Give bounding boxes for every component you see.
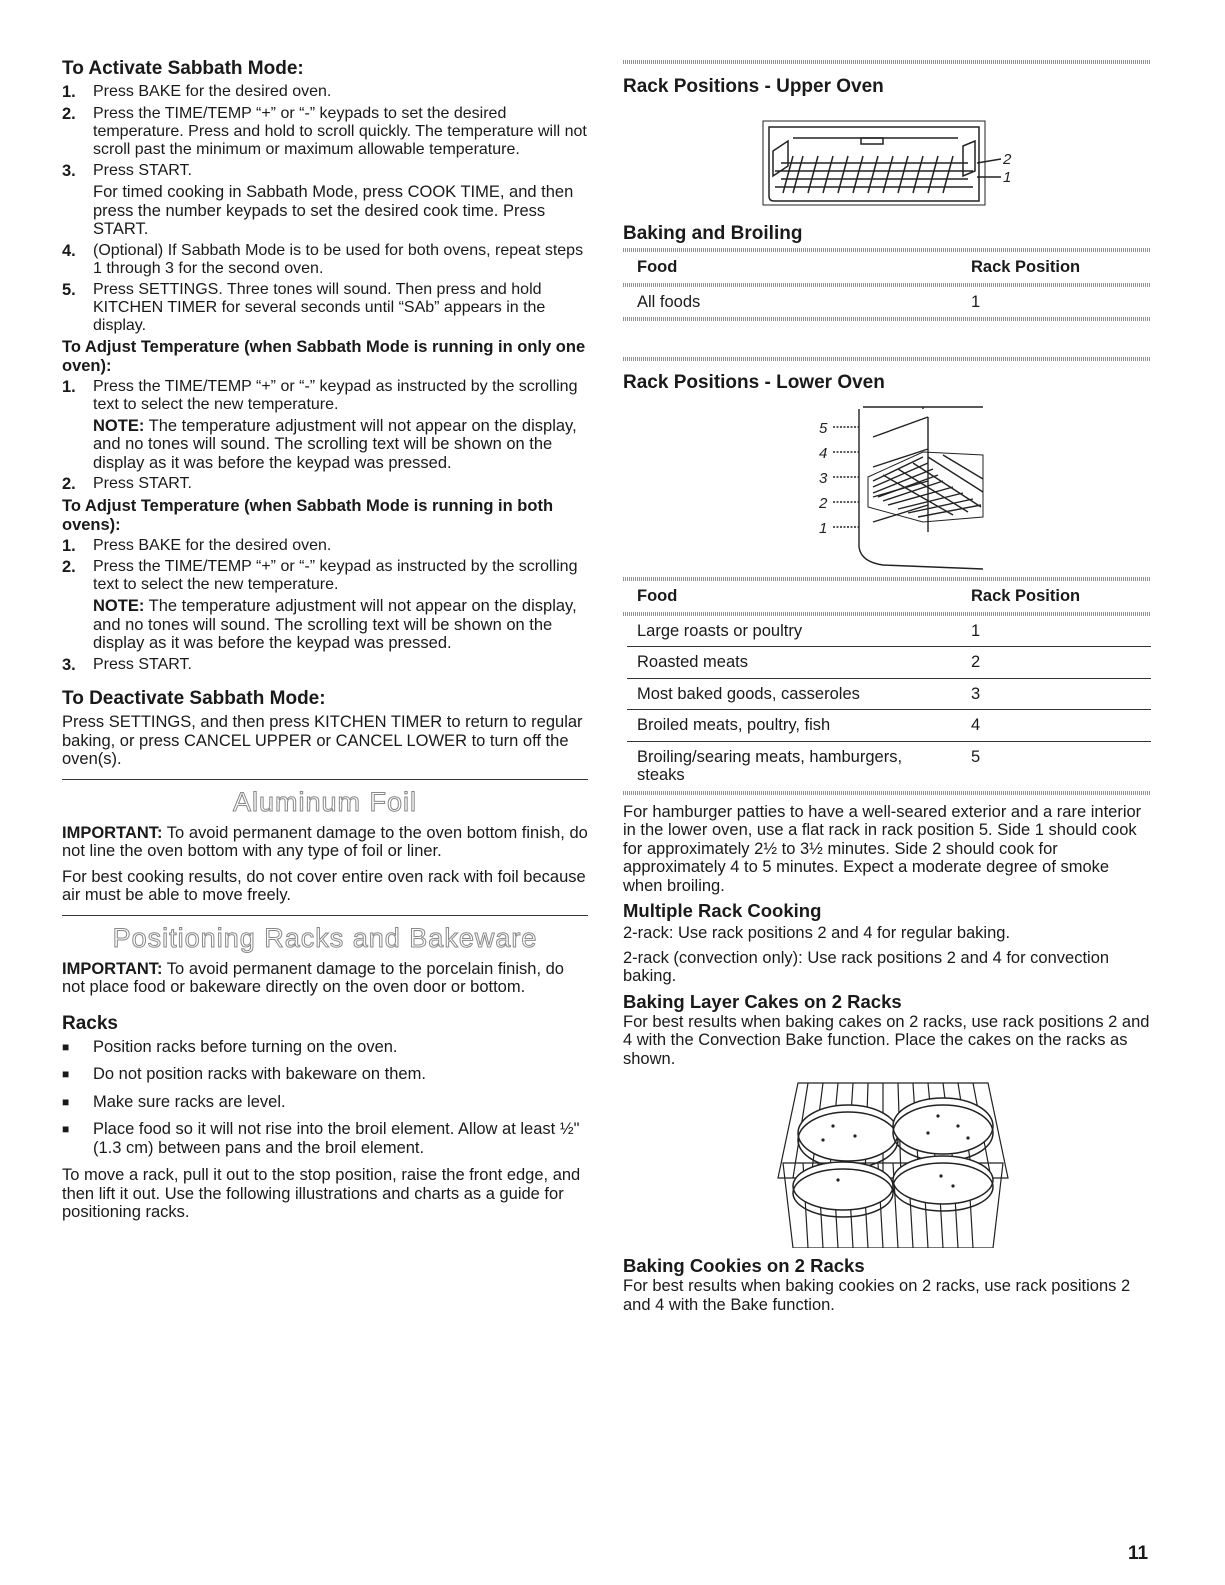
table-header-row: Food Rack Position: [637, 587, 1081, 605]
list-item: ■ Position racks before turning on the oven.: [62, 1037, 398, 1056]
racks-bullets: [62, 1038, 588, 1158]
lower-oven-rack-illustration: [623, 397, 1151, 577]
divider: [623, 577, 1151, 581]
table-row: Most baked goods, casseroles 3: [627, 678, 1151, 710]
lower-rack-table-body: [627, 616, 1151, 791]
rack-label-2: 2: [1003, 151, 1012, 168]
rack-label-2: 2: [819, 495, 828, 512]
deactivate-text: Press SETTINGS, and then press KITCHEN TIMER to return to regular baking, or press CANCEL UPPER or CANCEL LOWER to turn off the oven(s).: [62, 713, 583, 768]
layer-cakes-text: For best results when baking cakes on 2 racks, use rack positions 2 and 4 with the Convection Bake function. Place the cakes on the racks as shown.: [623, 1012, 1150, 1068]
upper-oven-heading: Rack Positions - Upper Oven: [623, 76, 884, 97]
table-row: Broiled meats, poultry, fish 4: [627, 710, 1151, 742]
divider: [623, 357, 1151, 361]
list-item: 4. (Optional) If Sabbath Mode is to be used for both ovens, repeat steps 1 through 3 for the second oven.: [62, 241, 584, 277]
aluminum-foil-heading: Aluminum Foil: [232, 786, 418, 817]
bullet-icon: ■: [62, 1122, 70, 1136]
divider: [623, 248, 1151, 252]
table-row: All foods 1: [637, 292, 981, 311]
divider: [623, 317, 1151, 321]
divider: [623, 612, 1151, 616]
list-item: 2. Press the TIME/TEMP “+” or “-” keypads to set the desired temperature. Press and hold to scroll quickly. The temperature will not scroll past the minimum or maximum allowable temperature.: [62, 104, 587, 158]
multiple-rack-text-1: 2-rack: Use rack positions 2 and 4 for regular baking.: [623, 924, 1011, 942]
move-rack-text: To move a rack, pull it out to the stop position, raise the front edge, and then lift it out. Use the following illustrations and charts as a guide for positioning racks.: [62, 1166, 581, 1221]
hamburger-text: For hamburger patties to have a well-seared exterior and a rare interior in the lower oven, use a flat rack in rack position 5. Side 1 should cook for approximately 2½ to 3½ minutes. Side 2 should cook for approximately 4 to 5 minutes. Expect a moderate degree of smoke when broiling.: [623, 802, 1142, 895]
page-number: 11: [1128, 1543, 1149, 1564]
divider: [623, 791, 1151, 795]
baking-broiling-heading: Baking and Broiling: [623, 223, 803, 244]
list-item: 1. Press BAKE for the desired oven.: [62, 536, 332, 555]
list-item: 1. Press the TIME/TEMP “+” or “-” keypad as instructed by the scrolling text to select the new temperature.: [62, 377, 578, 413]
lower-rack-table: [627, 581, 1151, 612]
multiple-rack-heading: Multiple Rack Cooking: [623, 900, 822, 921]
bullet-icon: ■: [62, 1039, 70, 1054]
bullet-icon: ■: [62, 1094, 70, 1109]
adjust-both-ovens-heading: To Adjust Temperature (when Sabbath Mode is running in both ovens):: [62, 496, 554, 534]
upper-rack-table-body: [627, 287, 1151, 318]
layer-cakes-heading: Baking Layer Cakes on 2 Racks: [623, 990, 902, 1012]
table-row: Roasted meats 2: [627, 647, 1151, 679]
list-item: ■ Make sure racks are level.: [62, 1092, 286, 1111]
activate-steps: [62, 83, 588, 335]
step-note: For timed cooking in Sabbath Mode, press COOK TIME, and then press the number keypads to set the desired cook time. Press START.: [93, 183, 574, 238]
upper-oven-rack-illustration: [623, 101, 1151, 219]
list-item: ■ Do not position racks with bakeware on them.: [62, 1065, 426, 1083]
bullet-icon: ■: [62, 1067, 70, 1081]
list-item: 2. Press START.: [62, 475, 192, 493]
cookies-text: For best results when baking cookies on 2 racks, use rack positions 2 and 4 with the Bake function.: [623, 1277, 1131, 1314]
racks-heading: Racks: [62, 1012, 118, 1034]
list-item: 2. Press the TIME/TEMP “+” or “-” keypad as instructed by the scrolling text to select the new temperature.: [62, 558, 578, 593]
multiple-rack-text-2: 2-rack (convection only): Use rack positions 2 and 4 for convection baking.: [623, 948, 1110, 985]
rack-label-1: 1: [819, 520, 828, 537]
foil-text: For best cooking results, do not cover entire oven rack with foil because air must be able to move freely.: [62, 867, 586, 904]
divider: [623, 283, 1151, 287]
left-column: [62, 58, 588, 1222]
list-item: 1. Press BAKE for the desired oven.: [62, 83, 332, 101]
foil-important: IMPORTANT: To avoid permanent damage to the oven bottom finish, do not line the oven bottom with any type of foil or liner.: [62, 823, 588, 860]
list-item: 3. Press START.: [62, 655, 192, 674]
note-paragraph: NOTE: The temperature adjustment will not appear on the display, and no tones will sound. The scrolling text will be shown on the display as it was before the keypad was pressed.: [93, 416, 577, 472]
divider: [623, 60, 1151, 64]
list-item: 5. Press SETTINGS. Three tones will sound. Then press and hold KITCHEN TIMER for several seconds until “SAb” appears in the display.: [62, 280, 546, 334]
adjust-one-oven-heading: To Adjust Temperature (when Sabbath Mode is running in only one oven):: [62, 337, 586, 375]
table-row: Large roasts or poultry 1: [627, 616, 1151, 647]
cookies-heading: Baking Cookies on 2 Racks: [623, 1255, 865, 1276]
rack-label-1: 1: [1003, 169, 1012, 186]
layer-cakes-illustration: [623, 1068, 1151, 1248]
positioning-racks-heading: Positioning Racks and Bakeware: [112, 922, 538, 953]
table-row: Broiling/searing meats, hamburgers, steaks 5: [637, 747, 981, 784]
list-item: 3. Press START.: [62, 161, 192, 180]
right-column: [623, 58, 1151, 1314]
table-header-row: Food Rack Position: [637, 258, 1081, 276]
rack-label-4: 4: [819, 445, 828, 462]
upper-rack-table: [627, 252, 1151, 283]
list-item: ■ Place food so it will not rise into the broil element. Allow at least ½" (1.3 cm) between pans and the broil element.: [62, 1120, 580, 1157]
rack-label-3: 3: [819, 470, 828, 487]
deactivate-sabbath-heading: To Deactivate Sabbath Mode:: [62, 688, 326, 709]
activate-sabbath-heading: To Activate Sabbath Mode:: [62, 58, 304, 79]
note-paragraph: NOTE: The temperature adjustment will not appear on the display, and no tones will sound. The scrolling text will be shown on the display as it was before the keypad was pressed.: [93, 597, 577, 652]
positioning-important: IMPORTANT: To avoid permanent damage to the porcelain finish, do not place food or bakeware directly on the oven door or bottom.: [62, 959, 564, 996]
lower-oven-heading: Rack Positions - Lower Oven: [623, 372, 885, 393]
rack-label-5: 5: [819, 420, 828, 437]
